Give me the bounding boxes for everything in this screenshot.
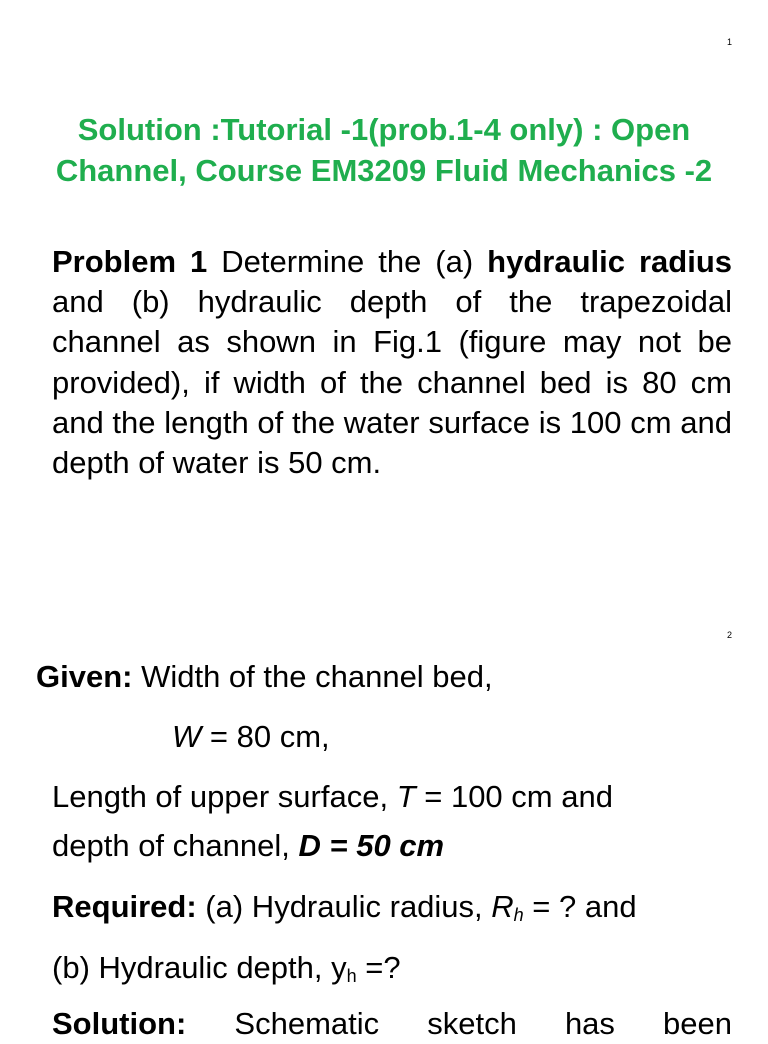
t-symbol: T (396, 779, 416, 814)
solution-line (52, 1004, 732, 1044)
t-value: = 100 cm and (415, 779, 613, 814)
width-line (172, 717, 330, 757)
yh-tail: =? (356, 950, 401, 985)
slide-title: Solution :Tutorial -1(prob.1-4 only) : Open Channel, Course EM3209 Fluid Mechanics -2 (55, 112, 713, 188)
required-label: Required: (52, 889, 197, 924)
problem-text-1: Determine the (a) (207, 244, 488, 279)
page-number: 1 (726, 37, 732, 47)
top-width-line (52, 777, 613, 817)
t-text: Length of upper surface, (52, 779, 397, 814)
required-text: (a) Hydraulic radius, (196, 889, 492, 924)
rh-symbol: R (491, 889, 514, 924)
hydraulic-depth-line (52, 948, 401, 996)
w-value: = 80 cm, (201, 719, 330, 754)
problem-text-2: and (b) hydraulic depth of the trapezoidal channel as shown in Fig.1 (figure may not be provided), if width of the channel bed is 80 cm and the length of the water surface is 100 cm and depth of water is 50 cm. (52, 284, 732, 481)
problem-statement (52, 242, 732, 483)
yh-subscript: h (346, 966, 357, 986)
page-number: 2 (726, 630, 732, 640)
given-text: Width of the channel bed, (132, 659, 493, 694)
solution-label: Solution: (52, 1006, 187, 1041)
w-symbol: W (172, 719, 202, 754)
rh-subscript: h (513, 905, 524, 925)
given-line (36, 657, 493, 697)
d-value: D = 50 cm (298, 828, 445, 863)
b-text: (b) Hydraulic depth, y (52, 950, 347, 985)
slide-2 (0, 610, 768, 1041)
given-label: Given: (36, 659, 133, 694)
d-text: depth of channel, (52, 828, 299, 863)
required-line (52, 887, 637, 935)
problem-label: Problem 1 (52, 244, 208, 279)
problem-bold-term: hydraulic radius (487, 244, 733, 279)
rh-tail: = ? and (523, 889, 637, 924)
solution-text: Schematic sketch has been (186, 1006, 732, 1041)
depth-line (52, 826, 444, 866)
